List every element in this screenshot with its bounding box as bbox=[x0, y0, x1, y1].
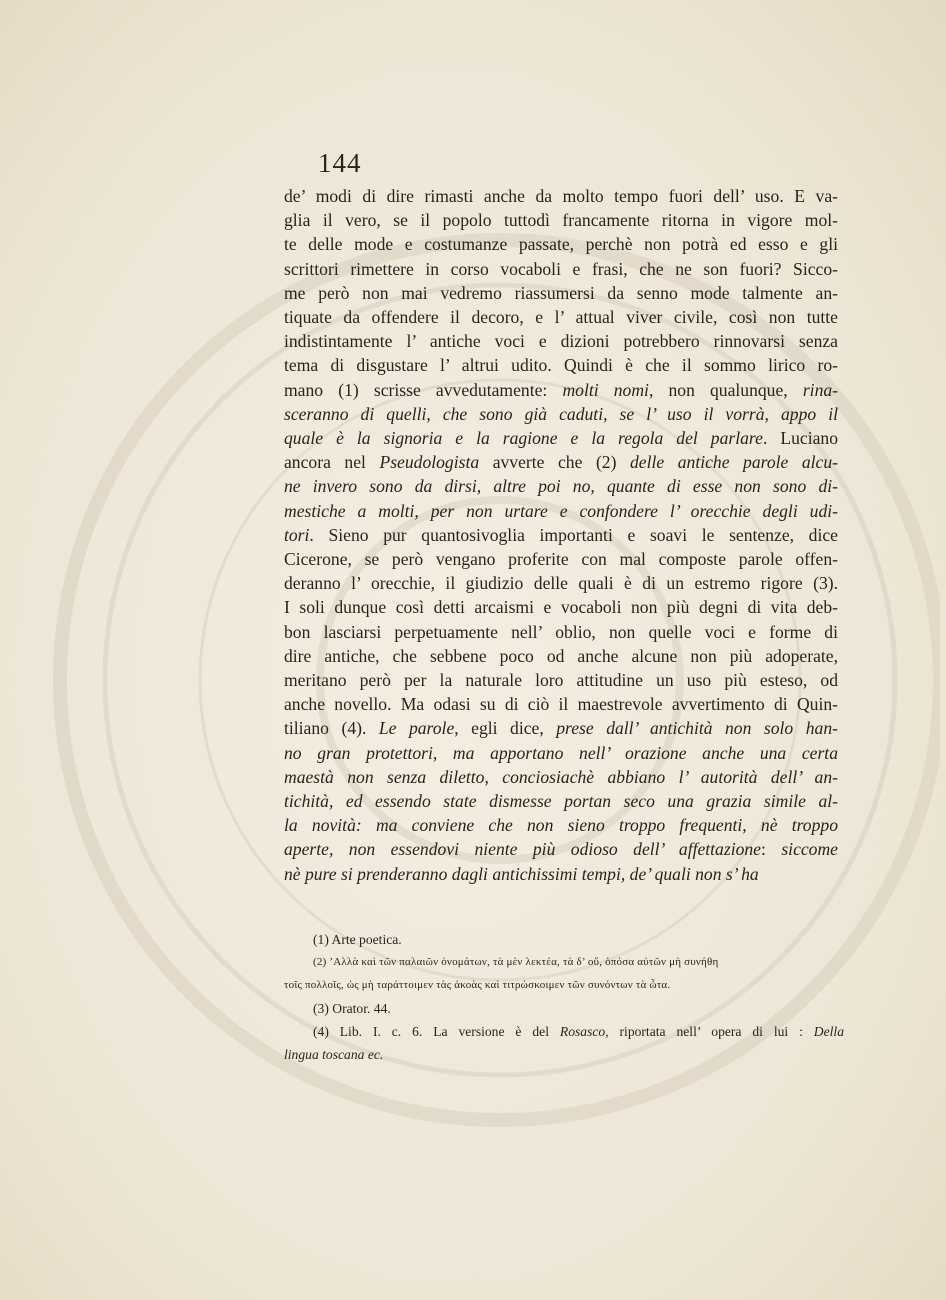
text-run: Cicerone, se però vengano proferite con mal composte parole offen- bbox=[284, 549, 838, 570]
italic-text: Le parole bbox=[378, 718, 455, 739]
footnote-line bbox=[284, 1043, 844, 1066]
text-run: : bbox=[761, 839, 782, 860]
text-run: glia il vero, se il popolo tuttodì francamente ritorna in vigore mol- bbox=[284, 210, 838, 231]
italic-text: no gran protettori, ma apportano nell’ orazione anche una certa bbox=[284, 742, 838, 763]
text-run: . Luciano bbox=[762, 428, 838, 449]
italic-text: aperte, non essendovi niente più odioso dell’ affettazione bbox=[284, 839, 761, 860]
italic-text: prese dall’ antichità non solo han- bbox=[556, 718, 838, 739]
text-line bbox=[284, 813, 838, 837]
text-run: , non qualunque, bbox=[648, 379, 803, 400]
text-line bbox=[284, 353, 838, 377]
text-run: , riportata nell’ opera di lui : bbox=[605, 1024, 814, 1039]
text-line bbox=[284, 692, 838, 716]
text-run: (1) Arte poetica. bbox=[313, 932, 402, 947]
italic-text: lingua toscana ec. bbox=[284, 1047, 384, 1062]
text-run: indistintamente l’ antiche voci e dizioni potrebbero rinnovarsi senza bbox=[284, 331, 838, 352]
text-line bbox=[284, 329, 838, 353]
text-line bbox=[284, 523, 838, 547]
text-line bbox=[284, 184, 838, 208]
text-run: I soli dunque così detti arcaismi e vocaboli non più degni di vita deb- bbox=[284, 597, 838, 618]
text-run: (3) Orator. 44. bbox=[313, 1001, 391, 1016]
text-run: anche novello. Ma odasi su di ciò il maestrevole avvertimento di Quin- bbox=[284, 694, 838, 715]
page-number: 144 bbox=[318, 148, 362, 178]
text-line bbox=[284, 789, 838, 813]
italic-text: nè pure si prenderanno dagli antichissimi tempi, de’ quali non s’ ha bbox=[284, 863, 759, 884]
text-line bbox=[284, 208, 838, 232]
text-run: ancora nel bbox=[284, 452, 380, 473]
text-run: avverte che (2) bbox=[479, 452, 630, 473]
text-line bbox=[284, 450, 838, 474]
text-line bbox=[284, 644, 838, 668]
text-run: tema di disgustare l’ altrui udito. Quindi è che il sommo lirico ro- bbox=[284, 355, 838, 376]
text-line bbox=[284, 281, 838, 305]
italic-text: ne invero sono da dirsi, altre poi no, quante di esse non sono di- bbox=[284, 476, 838, 497]
text-line bbox=[284, 257, 838, 281]
italic-text: maestà non senza diletto, conciosiachè abbiano l’ autorità dell’ an- bbox=[284, 766, 838, 787]
italic-text: molti nomi bbox=[562, 379, 649, 400]
italic-text: siccome bbox=[781, 839, 838, 860]
footnote-line bbox=[284, 951, 844, 974]
text-line bbox=[284, 499, 838, 523]
italic-text: sceranno di quelli, che sono già caduti, se l’ uso il vorrà, appo il bbox=[284, 403, 838, 424]
italic-text: quale è la signoria e la ragione e la regola del parlare bbox=[284, 428, 763, 449]
text-line bbox=[284, 716, 838, 740]
italic-text: Rosasco bbox=[559, 1024, 606, 1039]
italic-text: Della bbox=[813, 1024, 844, 1039]
text-run: de’ modi di dire rimasti anche da molto tempo fuori dell’ uso. E va- bbox=[284, 186, 838, 206]
text-line bbox=[284, 862, 838, 886]
text-run: τοῖς πολλοῖς, ὡς μὴ ταράττοιμεν τὰς ἀκοὰς καὶ τιτρώσκοιμεν τῶν συνόντων τὰ ὦτα. bbox=[284, 979, 671, 991]
text-run: dire antiche, che sebbene poco od anche alcune non più adoperate, bbox=[284, 645, 838, 666]
text-line bbox=[284, 741, 838, 765]
italic-text: tichità, ed essendo state dismesse portan seco una grazia simile al- bbox=[284, 791, 838, 812]
text-run: deranno l’ orecchie, il giudizio delle quali è di un estremo rigore (3). bbox=[284, 573, 838, 594]
footnote-line bbox=[284, 928, 844, 951]
footnote-line bbox=[284, 974, 844, 997]
text-run: bon lasciarsi perpetuamente nell’ oblio, non quelle voci e forme di bbox=[284, 621, 838, 642]
text-line bbox=[284, 837, 838, 861]
text-line bbox=[284, 474, 838, 498]
text-run: tiliano (4). bbox=[284, 718, 379, 739]
text-line bbox=[284, 595, 838, 619]
italic-text: Pseudologista bbox=[379, 452, 480, 473]
text-run: . Sieno pur quantosivoglia importanti e soavi le sentenze, dice bbox=[309, 524, 838, 545]
text-line bbox=[284, 426, 838, 450]
text-run: , egli dice, bbox=[454, 718, 557, 739]
footnote-line bbox=[284, 1020, 844, 1043]
italic-text: tori bbox=[284, 524, 310, 545]
italic-text: la novità: ma conviene che non sieno troppo frequenti, nè troppo bbox=[284, 815, 838, 836]
text-run: me però non mai vedremo riassumersi da senno mode talmente an- bbox=[284, 282, 838, 303]
text-run: te delle mode e costumanze passate, perchè non potrà ed esso e gli bbox=[284, 234, 838, 255]
italic-text: mestiche a molti, per non urtare e confondere l’ orecchie degli udi- bbox=[284, 500, 838, 521]
main-text bbox=[284, 184, 838, 886]
text-line bbox=[284, 547, 838, 571]
text-run: meritano però per la naturale loro attitudine un uso più esteso, od bbox=[284, 670, 838, 691]
text-line bbox=[284, 571, 838, 595]
footnotes bbox=[284, 928, 844, 1066]
text-line bbox=[284, 402, 838, 426]
text-line bbox=[284, 305, 838, 329]
text-run: (2) ’Αλλὰ καὶ τῶν παλαιῶν ὀνομάτων, τὰ μὲν λεκτέα, τὰ δ’ οὔ, ὁπόσα αὐτῶν μὴ συνήθη bbox=[313, 956, 719, 968]
text-run: (4) Lib. I. c. 6. La versione è del bbox=[313, 1024, 560, 1039]
text-line bbox=[284, 620, 838, 644]
footnote-line bbox=[284, 997, 844, 1020]
text-line bbox=[284, 765, 838, 789]
italic-text: rina- bbox=[802, 379, 839, 400]
text-line bbox=[284, 232, 838, 256]
text-run: mano (1) scrisse avvedutamente: bbox=[284, 379, 563, 400]
text-line bbox=[284, 378, 838, 402]
text-run: scrittori rimettere in corso vocaboli e frasi, che ne son fuori? Sicco- bbox=[284, 258, 838, 279]
text-run: tiquate da offendere il decoro, e l’ attual viver civile, così non tutte bbox=[284, 307, 838, 328]
text-line bbox=[284, 668, 838, 692]
italic-text: delle antiche parole alcu- bbox=[630, 452, 839, 473]
